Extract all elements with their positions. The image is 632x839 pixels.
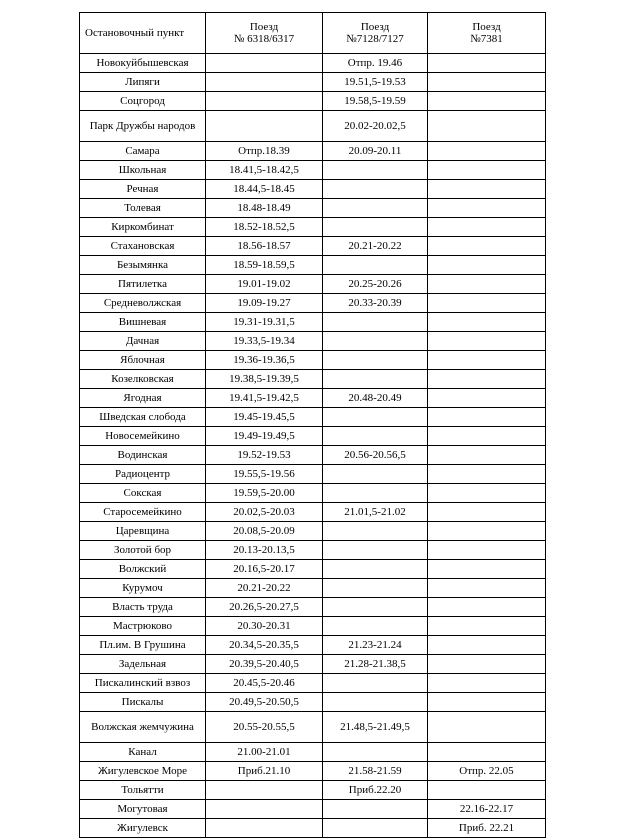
table-row <box>80 161 546 180</box>
header-train-1-number: № 6318/6317 <box>233 33 295 45</box>
train-2-cell <box>323 427 428 446</box>
table-row <box>80 73 546 92</box>
table-row <box>80 237 546 256</box>
train-1-cell: 20.08,5-20.09 <box>206 522 323 541</box>
timetable <box>79 12 546 838</box>
stop-cell: Водинская <box>80 446 206 465</box>
train-2-cell <box>323 598 428 617</box>
train-3-cell <box>428 370 546 389</box>
stop-cell: Мастрюково <box>80 617 206 636</box>
stop-cell: Жигулевское Море <box>80 762 206 781</box>
train-1-cell <box>206 111 323 142</box>
header-train-2-title: Поезд <box>360 21 390 33</box>
train-3-cell <box>428 465 546 484</box>
train-3-cell <box>428 579 546 598</box>
train-2-cell <box>323 313 428 332</box>
train-2-cell: 19.58,5-19.59 <box>323 92 428 111</box>
table-row <box>80 598 546 617</box>
header-stop: Остановочный пункт <box>80 13 206 54</box>
stop-cell: Канал <box>80 743 206 762</box>
train-3-cell <box>428 199 546 218</box>
train-2-cell <box>323 161 428 180</box>
header-train-3 <box>428 13 546 54</box>
table-row <box>80 465 546 484</box>
train-1-cell: 20.55-20.55,5 <box>206 712 323 743</box>
train-3-cell <box>428 674 546 693</box>
train-3-cell <box>428 522 546 541</box>
table-row <box>80 180 546 199</box>
stop-cell: Школьная <box>80 161 206 180</box>
stop-cell: Задельная <box>80 655 206 674</box>
table-row <box>80 800 546 819</box>
stop-cell: Могутовая <box>80 800 206 819</box>
train-1-cell: 19.31-19.31,5 <box>206 313 323 332</box>
train-2-cell <box>323 465 428 484</box>
train-3-cell <box>428 503 546 522</box>
train-2-cell <box>323 819 428 838</box>
train-1-cell: 20.34,5-20.35,5 <box>206 636 323 655</box>
stop-cell: Вишневая <box>80 313 206 332</box>
train-3-cell <box>428 655 546 674</box>
train-1-cell: 20.30-20.31 <box>206 617 323 636</box>
train-1-cell: 21.00-21.01 <box>206 743 323 762</box>
train-3-cell <box>428 256 546 275</box>
train-2-cell: 20.25-20.26 <box>323 275 428 294</box>
train-1-cell: 19.38,5-19.39,5 <box>206 370 323 389</box>
stop-cell: Соцгород <box>80 92 206 111</box>
train-3-cell <box>428 484 546 503</box>
table-row <box>80 54 546 73</box>
train-1-cell: 19.59,5-20.00 <box>206 484 323 503</box>
stop-cell: Толевая <box>80 199 206 218</box>
stop-cell: Козелковская <box>80 370 206 389</box>
train-3-cell <box>428 446 546 465</box>
train-2-cell: Отпр. 19.46 <box>323 54 428 73</box>
train-3-cell <box>428 408 546 427</box>
train-2-cell <box>323 693 428 712</box>
train-1-cell: 19.36-19.36,5 <box>206 351 323 370</box>
stop-cell: Пятилетка <box>80 275 206 294</box>
train-1-cell: 20.39,5-20.40,5 <box>206 655 323 674</box>
stop-cell: Волжский <box>80 560 206 579</box>
train-1-cell: 20.26,5-20.27,5 <box>206 598 323 617</box>
stop-cell: Царевщина <box>80 522 206 541</box>
train-1-cell: 19.49-19.49,5 <box>206 427 323 446</box>
table-row <box>80 218 546 237</box>
stop-cell: Ягодная <box>80 389 206 408</box>
stop-cell: Курумоч <box>80 579 206 598</box>
table-row <box>80 389 546 408</box>
train-2-cell <box>323 800 428 819</box>
table-row <box>80 370 546 389</box>
train-1-cell <box>206 819 323 838</box>
table-row <box>80 762 546 781</box>
train-1-cell: 18.48-18.49 <box>206 199 323 218</box>
train-3-cell <box>428 142 546 161</box>
train-2-cell: 20.33-20.39 <box>323 294 428 313</box>
table-row <box>80 503 546 522</box>
train-3-cell <box>428 313 546 332</box>
header-row <box>80 13 546 54</box>
train-1-cell: Приб.21.10 <box>206 762 323 781</box>
train-2-cell <box>323 256 428 275</box>
train-1-cell: 19.45-19.45,5 <box>206 408 323 427</box>
train-1-cell: 20.49,5-20.50,5 <box>206 693 323 712</box>
train-1-cell <box>206 54 323 73</box>
train-3-cell <box>428 427 546 446</box>
train-1-cell <box>206 73 323 92</box>
table-row <box>80 674 546 693</box>
table-row <box>80 655 546 674</box>
train-2-cell <box>323 560 428 579</box>
train-3-cell <box>428 712 546 743</box>
train-2-cell: 20.48-20.49 <box>323 389 428 408</box>
stop-cell: Волжская жемчужина <box>80 712 206 743</box>
table-row <box>80 313 546 332</box>
table-row <box>80 446 546 465</box>
table-row <box>80 712 546 743</box>
train-2-cell: 20.21-20.22 <box>323 237 428 256</box>
stop-cell: Жигулевск <box>80 819 206 838</box>
train-1-cell: 19.33,5-19.34 <box>206 332 323 351</box>
table-row <box>80 541 546 560</box>
train-3-cell <box>428 73 546 92</box>
table-row <box>80 332 546 351</box>
train-3-cell <box>428 92 546 111</box>
table-row <box>80 142 546 161</box>
stop-cell: Пл.им. В Грушина <box>80 636 206 655</box>
table-row <box>80 275 546 294</box>
train-2-cell <box>323 579 428 598</box>
table-row <box>80 781 546 800</box>
train-2-cell <box>323 218 428 237</box>
train-2-cell: 19.51,5-19.53 <box>323 73 428 92</box>
train-1-cell: Отпр.18.39 <box>206 142 323 161</box>
train-1-cell: 18.52-18.52,5 <box>206 218 323 237</box>
train-3-cell <box>428 294 546 313</box>
train-2-cell: 20.09-20.11 <box>323 142 428 161</box>
train-2-cell <box>323 484 428 503</box>
train-1-cell: 18.44,5-18.45 <box>206 180 323 199</box>
stop-cell: Старосемейкино <box>80 503 206 522</box>
train-2-cell: 20.02-20.02,5 <box>323 111 428 142</box>
header-train-3-title: Поезд <box>472 21 501 33</box>
train-3-cell <box>428 351 546 370</box>
table-row <box>80 351 546 370</box>
train-3-cell <box>428 743 546 762</box>
stop-cell: Радиоцентр <box>80 465 206 484</box>
stop-cell: Новосемейкино <box>80 427 206 446</box>
train-3-cell <box>428 781 546 800</box>
stop-cell: Шведская слобода <box>80 408 206 427</box>
table-row <box>80 427 546 446</box>
table-row <box>80 693 546 712</box>
train-2-cell: 21.28-21.38,5 <box>323 655 428 674</box>
header-train-3-number: №7381 <box>470 33 503 45</box>
stop-cell: Власть труда <box>80 598 206 617</box>
table-row <box>80 579 546 598</box>
train-2-cell <box>323 370 428 389</box>
table-row <box>80 256 546 275</box>
train-2-cell <box>323 617 428 636</box>
stop-cell: Стахановская <box>80 237 206 256</box>
train-2-cell: 21.48,5-21.49,5 <box>323 712 428 743</box>
train-1-cell: 18.41,5-18.42,5 <box>206 161 323 180</box>
table-row <box>80 743 546 762</box>
table-row <box>80 819 546 838</box>
train-1-cell <box>206 92 323 111</box>
train-1-cell: 19.55,5-19.56 <box>206 465 323 484</box>
train-1-cell: 18.59-18.59,5 <box>206 256 323 275</box>
table-row <box>80 408 546 427</box>
train-3-cell <box>428 275 546 294</box>
train-3-cell <box>428 617 546 636</box>
stop-cell: Пискалинский взвоз <box>80 674 206 693</box>
train-1-cell <box>206 800 323 819</box>
header-train-1 <box>206 13 323 54</box>
train-1-cell: 19.09-19.27 <box>206 294 323 313</box>
stop-cell: Золотой бор <box>80 541 206 560</box>
train-3-cell <box>428 54 546 73</box>
train-3-cell: Приб. 22.21 <box>428 819 546 838</box>
stop-cell: Киркомбинат <box>80 218 206 237</box>
train-3-cell: 22.16-22.17 <box>428 800 546 819</box>
header-train-2-number: №7128/7127 <box>346 33 404 45</box>
stop-cell: Парк Дружбы народов <box>80 111 206 142</box>
train-3-cell <box>428 636 546 655</box>
table-row <box>80 294 546 313</box>
stop-cell: Дачная <box>80 332 206 351</box>
train-1-cell: 18.56-18.57 <box>206 237 323 256</box>
train-3-cell <box>428 218 546 237</box>
train-3-cell <box>428 541 546 560</box>
train-1-cell: 20.13-20.13,5 <box>206 541 323 560</box>
stop-cell: Яблочная <box>80 351 206 370</box>
train-1-cell: 20.21-20.22 <box>206 579 323 598</box>
stop-cell: Тольятти <box>80 781 206 800</box>
table-row <box>80 484 546 503</box>
table-row <box>80 560 546 579</box>
stop-cell: Сокская <box>80 484 206 503</box>
train-3-cell <box>428 693 546 712</box>
train-3-cell <box>428 560 546 579</box>
train-2-cell: 21.58-21.59 <box>323 762 428 781</box>
train-2-cell: Приб.22.20 <box>323 781 428 800</box>
train-2-cell <box>323 541 428 560</box>
train-3-cell <box>428 161 546 180</box>
train-1-cell: 20.02,5-20.03 <box>206 503 323 522</box>
stop-cell: Липяги <box>80 73 206 92</box>
train-3-cell: Отпр. 22.05 <box>428 762 546 781</box>
train-1-cell: 19.01-19.02 <box>206 275 323 294</box>
stop-cell: Новокуйбышевская <box>80 54 206 73</box>
timetable-body <box>80 54 546 838</box>
train-2-cell <box>323 674 428 693</box>
table-row <box>80 636 546 655</box>
train-3-cell <box>428 389 546 408</box>
header-train-1-title: Поезд <box>249 21 279 33</box>
stop-cell: Средневолжская <box>80 294 206 313</box>
table-row <box>80 199 546 218</box>
train-3-cell <box>428 111 546 142</box>
train-2-cell: 20.56-20.56,5 <box>323 446 428 465</box>
table-row <box>80 617 546 636</box>
train-1-cell: 19.52-19.53 <box>206 446 323 465</box>
train-2-cell <box>323 743 428 762</box>
train-2-cell <box>323 332 428 351</box>
stop-cell: Пискалы <box>80 693 206 712</box>
train-2-cell <box>323 199 428 218</box>
table-row <box>80 111 546 142</box>
train-3-cell <box>428 237 546 256</box>
train-3-cell <box>428 180 546 199</box>
train-1-cell: 19.41,5-19.42,5 <box>206 389 323 408</box>
train-2-cell: 21.01,5-21.02 <box>323 503 428 522</box>
train-3-cell <box>428 598 546 617</box>
train-2-cell <box>323 408 428 427</box>
train-2-cell <box>323 180 428 199</box>
train-3-cell <box>428 332 546 351</box>
stop-cell: Самара <box>80 142 206 161</box>
table-row <box>80 92 546 111</box>
stop-cell: Безымянка <box>80 256 206 275</box>
header-train-2 <box>323 13 428 54</box>
train-1-cell <box>206 781 323 800</box>
train-2-cell <box>323 522 428 541</box>
train-2-cell <box>323 351 428 370</box>
table-row <box>80 522 546 541</box>
train-1-cell: 20.16,5-20.17 <box>206 560 323 579</box>
train-1-cell: 20.45,5-20.46 <box>206 674 323 693</box>
train-2-cell: 21.23-21.24 <box>323 636 428 655</box>
stop-cell: Речная <box>80 180 206 199</box>
